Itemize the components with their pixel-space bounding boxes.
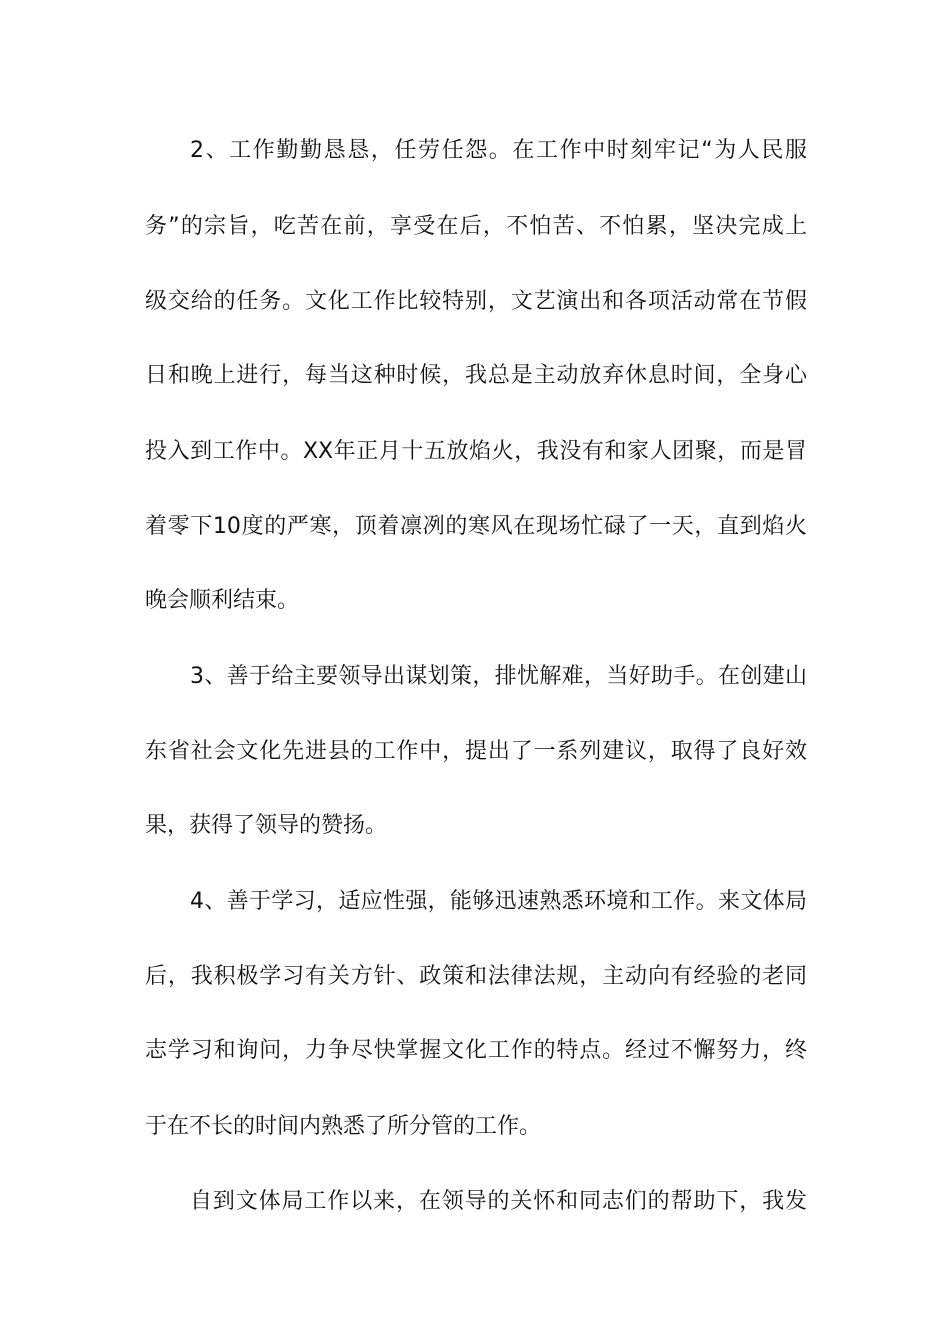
paragraph-4-line-4: 于在不长的时间内熟悉了所分管的工作。: [145, 1114, 542, 1139]
paragraph-4-line-1: 4、善于学习，适应性强，能够迅速熟悉环境和工作。来文体局: [190, 889, 807, 914]
paragraph-2-line-4: 日和晚上进行，每当这种时候，我总是主动放弃休息时间，全身心: [145, 363, 807, 388]
paragraph-2-line-2: 务”的宗旨，吃苦在前，享受在后，不怕苦、不怕累，坚决完成上: [145, 214, 807, 239]
paragraph-4-line-2: 后，我积极学习有关方针、政策和法律法规，主动向有经验的老同: [145, 964, 807, 989]
paragraph-3-line-1: 3、善于给主要领导出谋划策，排忧解难，当好助手。在创建山: [190, 664, 807, 689]
paragraph-5-line-1: 自到文体局工作以来，在领导的关怀和同志们的帮助下，我发: [190, 1189, 807, 1214]
paragraph-2-line-1: 2、工作勤勤恳恳，任劳任怨。在工作中时刻牢记“为人民服: [190, 138, 807, 163]
paragraph-2-line-3: 级交给的任务。文化工作比较特别，文艺演出和各项活动常在节假: [145, 289, 807, 314]
paragraph-4-line-3: 志学习和询问，力争尽快掌握文化工作的特点。经过不懈努力，终: [145, 1038, 807, 1063]
paragraph-3-line-2: 东省社会文化先进县的工作中，提出了一系列建议，取得了良好效: [145, 739, 807, 764]
paragraph-3-line-3: 果，获得了领导的赞扬。: [145, 813, 388, 838]
paragraph-2-line-7: 晚会顺利结束。: [145, 588, 300, 613]
paragraph-2-line-5: 投入到工作中。XX年正月十五放焰火，我没有和家人团聚，而是冒: [145, 439, 807, 464]
paragraph-2-line-6: 着零下10度的严寒，顶着凛冽的寒风在现场忙碌了一天，直到焰火: [145, 514, 807, 539]
